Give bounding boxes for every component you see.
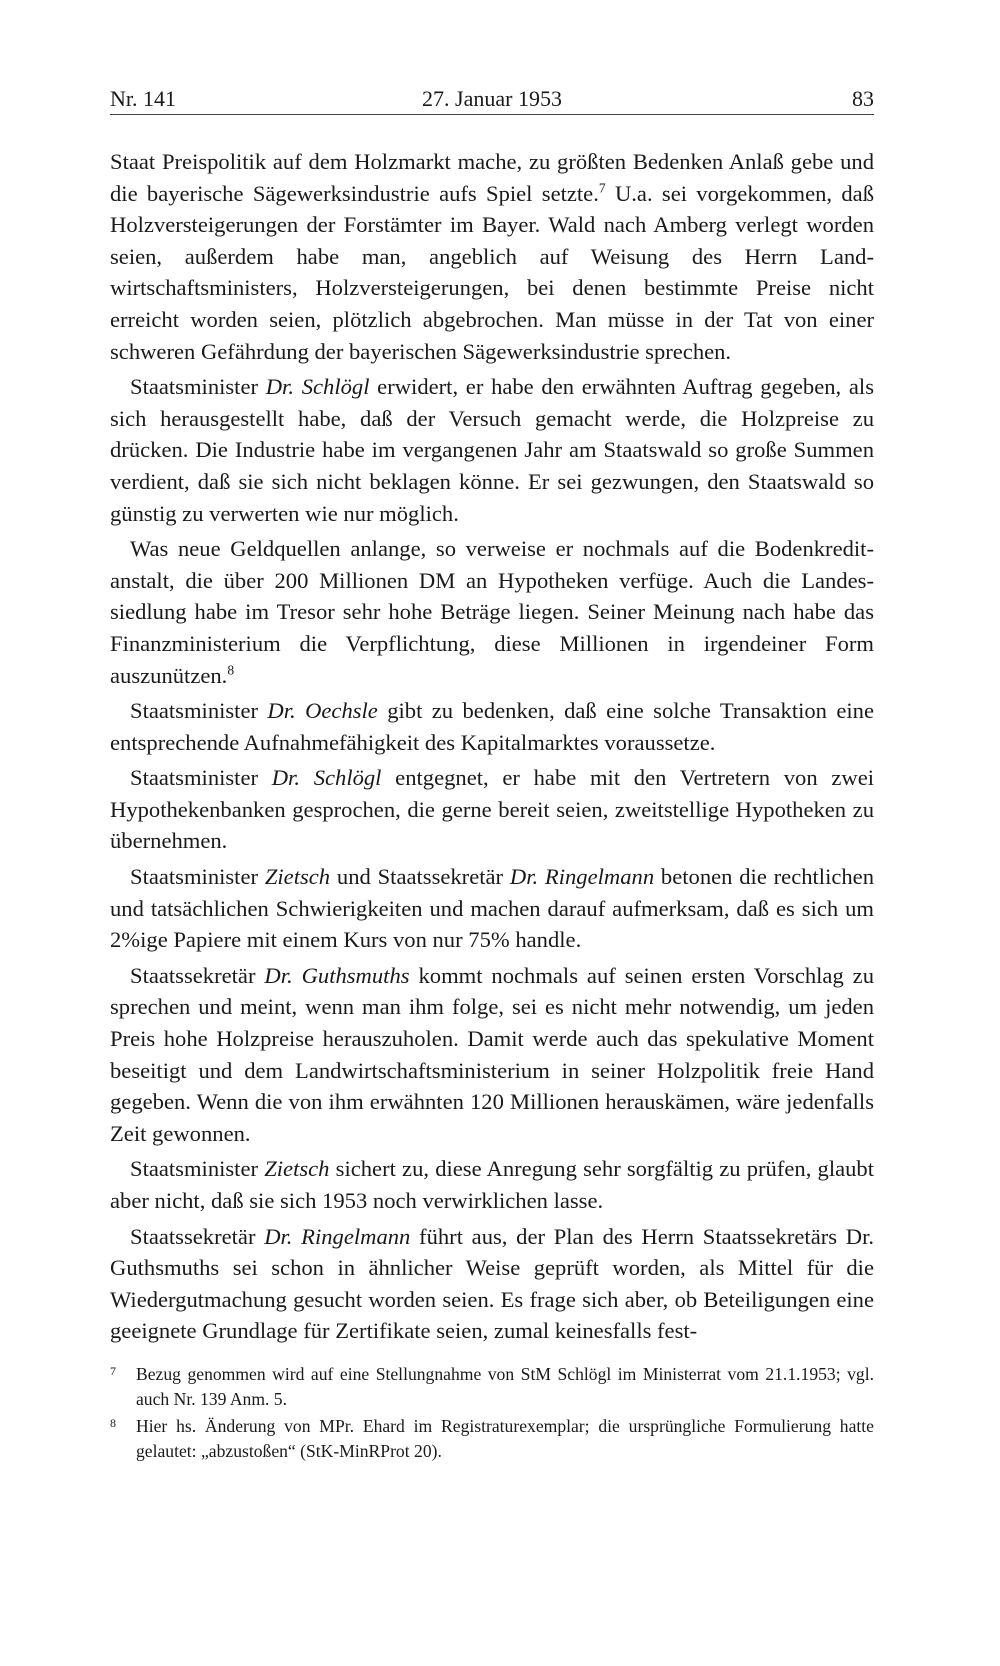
paragraph-text: entgegnet, er habe mit den Vertretern von zwei Hypothekenbanken gesprochen, die gerne bereit seien, zweitstellige Hypotheken zu übernehmen. <box>110 765 874 854</box>
speaker-name: Zietsch <box>264 864 331 890</box>
paragraph-4 <box>110 695 874 758</box>
speaker-title: Staatsminister <box>130 374 266 400</box>
footnote-ref-8[interactable]: 8 <box>227 661 235 677</box>
paragraph-text: betonen die rechtlichen und tatsächlichen Schwierigkeiten und machen darauf aufmerksam, daß es sich um 2%ige Papiere mit einem Kurs von nur 75% handle. <box>110 864 875 953</box>
document-number: Nr. 141 <box>110 86 176 111</box>
speaker-title: Staatssekretär <box>130 962 265 988</box>
footnote-ref-7[interactable]: 7 <box>598 180 606 196</box>
paragraph-6 <box>110 861 874 956</box>
footnote-text: Bezug genommen wird auf eine Stellungnahme von StM Schlögl im Ministerrat vom 21.1.1953; vgl. auch Nr. 139 Anm. 5. <box>136 1364 874 1409</box>
footnote-8 <box>110 1414 874 1463</box>
footnote-text: Hier hs. Änderung von MPr. Ehard im Registraturexemplar; die ursprüngliche Formulierung hatte gelautet: „abzustoßen“ (StK-MinRProt 20). <box>136 1416 874 1461</box>
speaker-title: und Staatssekretär <box>330 864 510 890</box>
paragraph-1 <box>110 146 874 367</box>
speaker-name: Dr. Schlögl <box>265 374 370 400</box>
paragraph-2 <box>110 371 874 529</box>
speaker-name: Dr. Schlögl <box>271 765 382 791</box>
paragraph-7 <box>110 960 874 1150</box>
speaker-name: Dr. Oechsle <box>267 698 378 724</box>
header-date: 27. Januar 1953 <box>422 86 562 111</box>
paragraph-3 <box>110 533 874 691</box>
footnotes <box>110 1362 874 1466</box>
speaker-title: Staatsminister <box>130 864 265 890</box>
footnote-number: 7 <box>110 1364 116 1378</box>
speaker-name: Zietsch <box>264 1156 330 1182</box>
footnote-7 <box>110 1362 874 1411</box>
paragraph-9 <box>110 1221 874 1347</box>
paragraph-text: Was neue Geldquellen anlange, so verweise er nochmals auf die Bodenkreditanstalt, die über 200 Millionen DM an Hypotheken verfüge. Auch die Landessiedlung habe im Tresor sehr hohe Beträge liegen. Seiner Meinung nach habe das Finanzministerium die Verpflichtung, diese Millionen in irgendeiner Form auszunützen. <box>110 536 874 688</box>
running-header <box>110 84 874 115</box>
paragraph-text: kommt nochmals auf seinen ersten Vorschlag zu sprechen und meint, wenn man ihm folge, sei es nicht mehr notwendig, um jeden Preis hohe Holzpreise herauszuholen. Damit werde auch das spekulative Moment beseitigt und dem Landwirtschaftsministerium in seiner Holzpolitik freie Hand gegeben. Wenn die von ihm erwähnten 120 Millionen herauskämen, wäre jedenfalls Zeit gewonnen. <box>110 962 874 1146</box>
speaker-title: Staatssekretär <box>130 1223 265 1249</box>
paragraph-text: U.a. sei vorgekommen, daß Holzversteigerungen der Forstämter im Bayer. Wald nach Amberg verlegt worden seien, außerdem habe man, angeblich auf Weisung des Herrn Landwirtschaftsministers, Holzversteigerungen, bei denen bestimmte Preise nicht erreicht worden seien, plötzlich abgebrochen. Man müsse in der Tat von einer schweren Gefährdung der bayerischen Sägewerksindustrie sprechen. <box>110 180 874 364</box>
speaker-title: Staatsminister <box>130 1156 265 1182</box>
paragraph-5 <box>110 762 874 857</box>
body-text <box>110 146 874 1347</box>
speaker-title: Staatsminister <box>130 765 272 791</box>
speaker-title: Staatsminister <box>130 698 268 724</box>
page-number: 83 <box>852 86 874 111</box>
paragraph-text: gibt zu bedenken, daß eine solche Transaktion eine entsprechende Aufnahmefähigkeit des Kapitalmarktes voraussetze. <box>110 698 875 755</box>
speaker-name: Dr. Guthsmuths <box>264 962 410 988</box>
paragraph-text: Staat Preispolitik auf dem Holzmarkt mache, zu größten Bedenken Anlaß gebe und die bayerische Sägewerksindustrie aufs Spiel setzte. <box>110 149 874 206</box>
paragraph-text: sichert zu, diese Anregung sehr sorgfältig zu prüfen, glaubt aber nicht, daß sie sich 1953 noch verwirklichen lasse. <box>110 1156 874 1213</box>
speaker-name: Dr. Ringelmann <box>264 1223 411 1249</box>
paragraph-text: führt aus, der Plan des Herrn Staatssekretärs Dr. Guthsmuths sei schon in ähnlicher Weise geprüft worden, als Mittel für die Wiedergutmachung gesucht worden seien. Es frage sich aber, ob Beteiligungen eine geeignete Grundlage für Zertifikate seien, zumal keinesfalls fest- <box>110 1223 875 1344</box>
speaker-name: Dr. Ringelmann <box>509 864 655 890</box>
footnote-number: 8 <box>110 1416 116 1430</box>
paragraph-8 <box>110 1153 874 1216</box>
paragraph-text: erwidert, er habe den erwähnten Auftrag gegeben, als sich herausgestellt habe, daß der Versuch gemacht werde, die Holzpreise zu drücken. Die Industrie habe im vergangenen Jahr am Staatswald so große Summen verdient, daß sie sich nicht beklagen könne. Er sei gezwungen, den Staatswald so günstig zu verwerten wie nur möglich. <box>110 374 875 526</box>
